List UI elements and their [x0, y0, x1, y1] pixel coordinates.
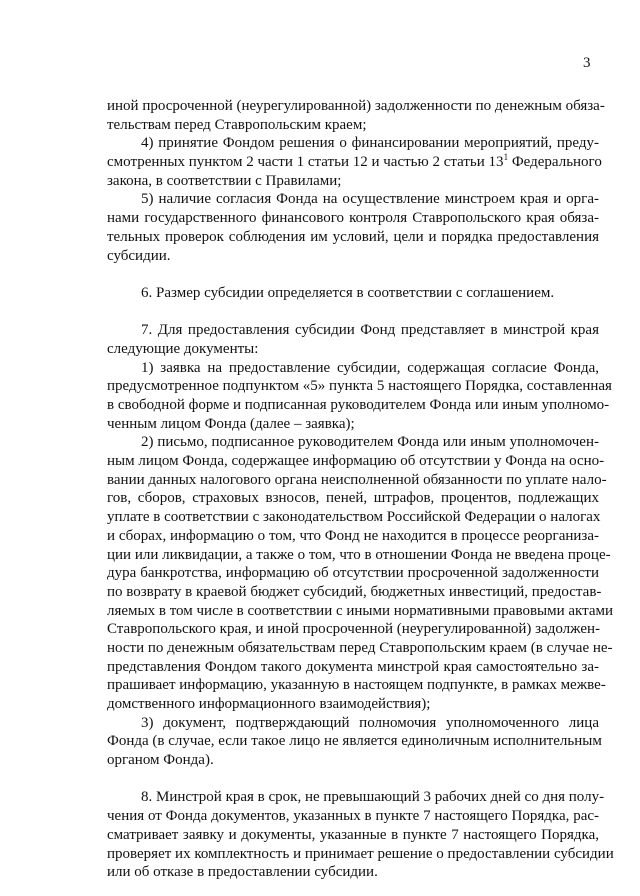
text-line: Фонда (в случае, если такое лицо не является единоличным исполнительным	[107, 733, 602, 750]
text-line: ции или ликвидации, а также о том, что в отношении Фонда не введена проце-	[107, 546, 611, 563]
paragraph-point-6	[107, 284, 599, 303]
text-line: дура банкротства, информацию об отсутствии просроченной задолженности	[107, 565, 599, 582]
paragraph-gap	[107, 770, 599, 789]
paragraph-gap	[107, 265, 599, 284]
text-line: представления Фондом такого документа минстрой края самостоятельно за-	[107, 658, 599, 675]
text-line: предусмотренное подпунктом «5» пункта 5 настоящего Порядка, составленная	[107, 378, 612, 395]
text-line: Ставропольского края, и иной просроченной (неурегулированной) задолжен-	[107, 621, 601, 638]
text-line: сматривает заявку и документы, указанные в пункте 7 настоящего Порядка,	[107, 826, 599, 843]
document-body	[107, 97, 614, 882]
paragraph-subitem-1	[107, 359, 612, 434]
text-line: 3) документ, подтверждающий полномочия уполномоченного лица	[141, 714, 599, 731]
text-line: 4) принятие Фондом решения о финансировании мероприятий, преду-	[141, 135, 599, 152]
paragraph-debt-continuation	[107, 97, 605, 134]
text-line: 8. Минстрой края в срок, не превышающий 3 рабочих дней со дня полу-	[141, 789, 605, 806]
text-line: ляемых в том числе в соответствии с иными нормативными правовыми актами	[107, 602, 614, 619]
text-line: проверяет их комплектность и принимает решение о предоставлении субсидии	[107, 845, 614, 862]
text-line: прашивает информацию, указанную в настоящем подпункте, в рамках межве-	[107, 677, 606, 694]
text-line: 7. Для предоставления субсидии Фонд представляет в минстрой края	[141, 322, 599, 339]
paragraph-point-7	[107, 321, 599, 358]
text-line: ным лицом Фонда, содержащее информацию об отсутствии у Фонда на осно-	[107, 453, 605, 470]
text-line: по возврату в краевой бюджет субсидий, бюджетных инвестиций, предостав-	[107, 583, 602, 600]
text-line: уплате в соответствии с законодательством Российской Федерации о налогах	[107, 509, 601, 526]
text-line: чения от Фонда документов, указанных в пункте 7 настоящего Порядка, рас-	[107, 808, 599, 825]
text-line: вании данных налогового органа неисполненной обязанности по уплате нало-	[107, 471, 607, 488]
text-line: 6. Размер субсидии определяется в соответствии с соглашением.	[141, 284, 555, 301]
text-line: и сборах, информацию о том, что Фонд не находится в процессе реорганиза-	[107, 527, 599, 544]
paragraph-gap	[107, 303, 599, 322]
text-line: ченным лицом Фонда (далее – заявка);	[107, 415, 355, 432]
text-line: субсидии.	[107, 247, 171, 264]
text-line: тельных проверок соблюдения им условий, цели и порядка предоставления	[107, 228, 599, 245]
paragraph-item-4	[107, 134, 602, 190]
text-line: гов, сборов, страховых взносов, пеней, штрафов, процентов, подлежащих	[107, 490, 599, 507]
text-line: 2) письмо, подписанное руководителем Фонда или иным уполномочен-	[141, 434, 599, 451]
text-line: органом Фонда).	[107, 752, 214, 769]
paragraph-item-5	[107, 190, 599, 265]
text-line: 1) заявка на предоставление субсидии, содержащая согласие Фонда,	[141, 359, 599, 376]
text-line: или об отказе в предоставлении субсидии.	[107, 864, 378, 881]
paragraph-subitem-3	[107, 714, 602, 770]
text-line: ности по денежным обязательствам перед Ставропольским краем (в случае не-	[107, 639, 613, 656]
text-line: иной просроченной (неурегулированной) задолженности по денежным обяза-	[107, 98, 605, 114]
text-fragment: Федерального	[508, 154, 602, 171]
page-number: 3	[583, 55, 591, 71]
text-line: домственного информационного взаимодействия);	[107, 696, 431, 712]
text-line: закона, в соответствии с Правилами;	[107, 172, 342, 189]
paragraph-point-8	[107, 788, 614, 881]
text-line: тельствам перед Ставропольским краем;	[107, 116, 367, 133]
text-line: в свободной форме и подписанная руководителем Фонда или иным уполномо-	[107, 397, 610, 413]
paragraph-subitem-2	[107, 433, 614, 713]
superscript-mark: 1	[503, 152, 509, 163]
text-line: нами государственного финансового контроля Ставропольского края обяза-	[107, 210, 599, 227]
text-line: следующие документы:	[107, 340, 259, 357]
text-line: 5) наличие согласия Фонда на осуществление минстроем края и орга-	[141, 191, 599, 208]
text-fragment: смотренных пунктом 2 части 1 статьи 12 и частью 2 статьи 13	[107, 154, 504, 171]
text-line	[107, 152, 602, 172]
